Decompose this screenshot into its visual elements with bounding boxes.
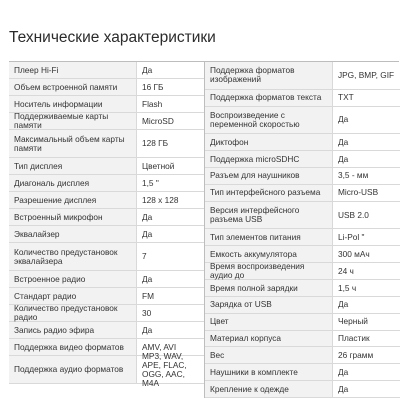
spec-label [205,280,333,296]
spec-value-text: 300 мАч [338,248,370,259]
spec-value [333,381,400,397]
spec-label-text: Плеер Hi-Fi [14,64,59,75]
spec-value [333,107,400,134]
spec-label [9,243,137,270]
spec-value-text: 7 [142,251,147,261]
spec-label [205,229,333,245]
page-title: Технические характеристики [9,29,216,46]
spec-row [205,331,400,348]
spec-label-text: Разрешение дисплея [14,194,97,205]
spec-label-text: Версия интерфейсного разъема USB [210,205,300,225]
spec-label [205,107,333,134]
spec-value-text: JPG, BMP, GIF [338,69,395,80]
spec-label-text: Крепление к одежде [210,383,289,394]
spec-row [205,347,400,364]
spec-value [333,62,400,89]
spec-row [205,202,400,230]
spec-row [205,314,400,331]
spec-label [9,113,137,129]
spec-value [333,90,400,106]
spec-label [9,192,137,208]
spec-row [205,229,400,246]
spec-label-text: Встроенное радио [14,273,86,284]
spec-label [205,246,333,262]
spec-value [137,322,204,338]
specs-column-left [9,62,205,398]
spec-value [137,96,204,112]
spec-value-text: 26 грамм [338,349,374,360]
spec-row [9,271,204,288]
spec-label-text: Стандарт радио [14,290,77,301]
spec-value-text: Да [142,273,153,284]
spec-value-text: Да [142,228,153,239]
spec-value [333,314,400,330]
spec-label [9,79,137,95]
spec-value-text: USB 2.0 [338,209,369,220]
spec-label [9,288,137,304]
spec-label-text: Тип дисплея [14,160,63,171]
spec-row [9,113,204,130]
spec-label-text: Поддержка форматов текста [210,92,322,103]
spec-label [9,322,137,338]
spec-label-text: Поддерживаемые карты памяти [14,111,109,130]
spec-value-text: Да [142,324,153,335]
spec-value [137,79,204,95]
spec-label-text: Количество предустановок радио [14,303,118,322]
spec-value [137,175,204,191]
spec-value-text: 16 ГБ [142,81,164,92]
spec-label [9,305,137,321]
spec-label-text: Время полной зарядки [210,282,298,293]
spec-value-text: Черный [338,316,368,327]
spec-value-text: 24 ч [338,265,354,276]
spec-value [333,229,400,245]
spec-value [333,185,400,201]
spec-row [9,130,204,158]
spec-value-text: 30 [142,307,152,318]
spec-label-text: Поддержка форматов изображений [210,65,295,85]
spec-value-text: FM [142,290,154,301]
spec-label [205,297,333,313]
spec-value-text: 1,5 " [142,177,159,188]
spec-value [333,364,400,380]
spec-label-text: Диктофон [210,136,249,147]
spec-label [205,185,333,201]
spec-label [205,202,333,229]
spec-label [9,130,137,157]
spec-label-text: Тип элементов питания [210,231,301,242]
spec-value-text: AMV, AVI [142,341,177,352]
spec-row [205,381,400,398]
spec-label-text: Количество предустановок эквалайзера [14,246,118,266]
spec-label-text: Материал корпуса [210,333,282,344]
spec-label-text: Диагональ дисплея [14,177,90,188]
spec-label-text: Эквалайзер [14,228,60,239]
spec-label [205,331,333,347]
spec-value-text: Пластик [338,333,370,344]
spec-value-text: Да [142,211,153,222]
spec-value-text: Да [338,299,349,310]
spec-label-text: Запись радио эфира [14,324,95,335]
spec-row [205,280,400,297]
specs-table [9,61,399,398]
spec-row [9,175,204,192]
spec-value [137,113,204,129]
spec-label [9,209,137,225]
spec-label-text: Тип интерфейсного разъема [210,187,321,198]
spec-value-text: 3,5 - мм [338,170,369,181]
spec-row [205,168,400,185]
spec-row [9,79,204,96]
spec-value-text: Да [338,366,349,377]
spec-label-text: Встроенный микрофон [14,211,103,222]
spec-value [137,288,204,304]
spec-label [9,226,137,242]
spec-value-text: 1,5 ч [338,282,357,293]
spec-label [205,347,333,363]
spec-value-text: 128 x 128 [142,194,179,205]
spec-value-text: MP3, WAV, APE, FLAC, OGG, AAC, M4A [142,350,187,388]
spec-row [9,158,204,175]
spec-row [205,297,400,314]
spec-row [205,134,400,151]
spec-value [137,130,204,157]
spec-label [205,381,333,397]
spec-value [137,226,204,242]
spec-value [333,331,400,347]
spec-row [205,107,400,135]
spec-label [9,339,137,355]
spec-label-text: Поддержка аудио форматов [14,364,124,374]
spec-row [9,192,204,209]
spec-value [137,305,204,321]
spec-row [9,243,204,271]
spec-value [137,350,204,388]
spec-label-text: Зарядка от USB [210,299,272,310]
spec-label-text: Емкость аккумулятора [210,248,297,259]
spec-label-text: Вес [210,349,225,360]
spec-row [9,305,204,322]
spec-value [137,209,204,225]
spec-label [9,96,137,112]
spec-label-text: Поддержка microSDHC [210,153,300,164]
spec-label [9,175,137,191]
spec-row [9,322,204,339]
spec-label [205,134,333,150]
spec-value-text: TXT [338,92,354,103]
spec-value [333,263,400,279]
spec-value [333,246,400,262]
spec-label [205,314,333,330]
spec-row [205,151,400,168]
spec-value [137,62,204,78]
spec-value-text: Цветной [142,160,175,171]
spec-value-text: Micro-USB [338,187,379,198]
spec-label [205,90,333,106]
spec-value [333,280,400,296]
spec-row [9,226,204,243]
spec-label [205,151,333,167]
spec-value-text: MicroSD [142,115,174,126]
spec-label-text: Носитель информации [14,98,103,109]
spec-label-text: Разъем для наушников [210,170,300,181]
spec-label [9,271,137,287]
spec-value [137,192,204,208]
spec-value [333,202,400,229]
spec-label [205,364,333,380]
spec-label [205,168,333,184]
spec-value-text: Да [338,136,349,147]
spec-label-text: Объем встроенной памяти [14,81,118,92]
spec-value [333,151,400,167]
spec-label-text: Максимальный объем карты памяти [14,133,125,153]
spec-label [9,356,137,383]
spec-row [9,350,204,388]
spec-value-text: Да [142,64,153,75]
spec-label-text: Цвет [210,316,229,327]
spec-label [205,62,333,89]
spec-row [9,62,204,79]
spec-value [137,271,204,287]
spec-value-text: 128 ГБ [142,138,169,148]
spec-row [205,90,400,107]
spec-label-text: Наушники в комплекте [210,366,298,377]
spec-value-text: Flash [142,98,163,109]
spec-value-text: Да [338,153,349,164]
spec-value [333,134,400,150]
spec-value [333,168,400,184]
spec-row [9,209,204,226]
spec-value-text: Да [338,114,349,125]
spec-value [333,297,400,313]
spec-label [9,158,137,174]
spec-value-text: Li-Pol " [338,231,365,242]
spec-value [137,158,204,174]
spec-label-text: Воспроизведение с переменной скоростью [210,109,300,129]
spec-label [205,263,333,279]
specs-column-right [205,62,400,398]
spec-label-text: Время воспроизведения аудио до [210,261,305,281]
spec-row [205,263,400,280]
spec-label-text: Поддержка видео форматов [14,341,124,352]
spec-label [9,62,137,78]
spec-row [205,62,400,90]
spec-row [205,364,400,381]
spec-row [205,185,400,202]
spec-value [137,243,204,270]
spec-value [333,347,400,363]
spec-value-text: Да [338,383,349,394]
